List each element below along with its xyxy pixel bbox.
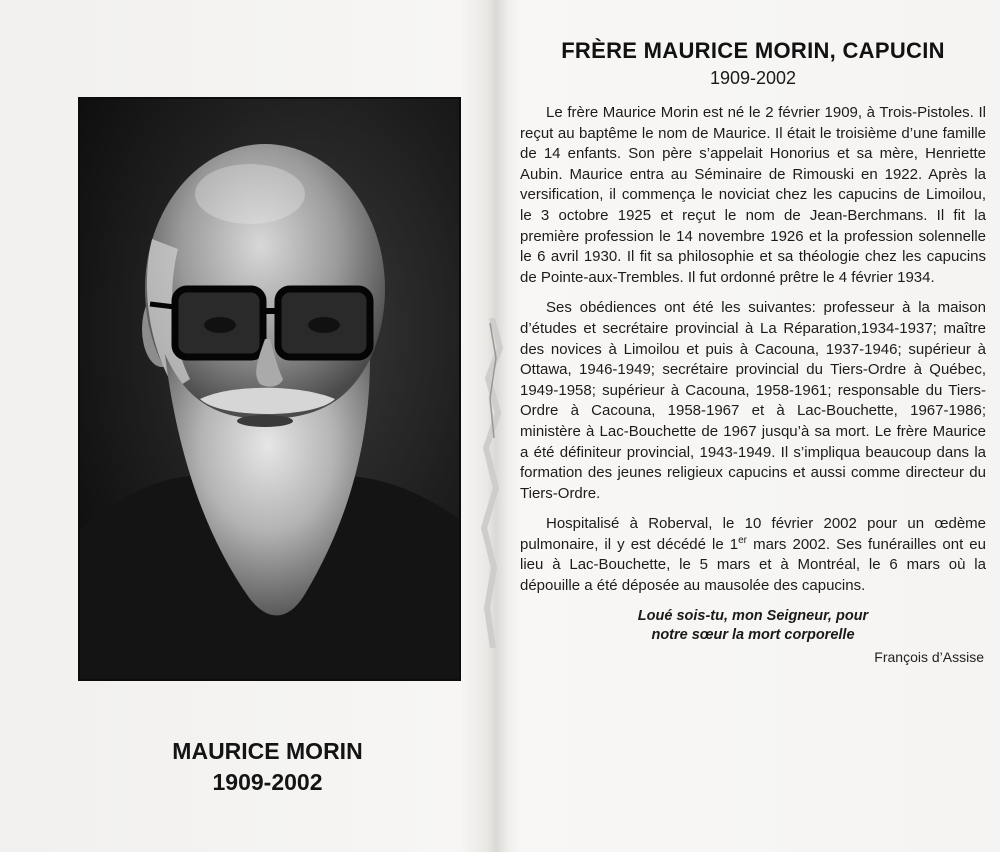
quote-line-1: Loué sois-tu, mon Seigneur, pour [637, 607, 869, 624]
ordinal-superscript: er [738, 534, 748, 546]
closing-quote [520, 607, 986, 645]
quote-author: François d’Assise [874, 648, 984, 665]
caption-dates: 1909-2002 [212, 769, 323, 795]
torn-paper-mark [478, 318, 508, 648]
portrait-illustration [80, 99, 459, 679]
caption-name: MAURICE MORIN [172, 738, 363, 764]
paragraph-3-text-start: Hospitalisé à Roberval, le 10 février 2002 pour un œdème pulmonaire, il y est décédé le 1 [520, 515, 986, 553]
paragraph-3-text-end: mars 2002. Ses funérailles ont eu lieu à Lac-Bouchette, le 5 mars et à Montréal, le 6 mars où la dépouille a été déposée au mausolée des capucins. [520, 535, 986, 595]
biography-panel [520, 36, 986, 667]
biography-paragraph-2: Ses obédiences ont été les suivantes: professeur à la maison d’études et secrétaire provincial à La Réparation,1934-1937; maître des novices à Limoilou et puis à Cacouna, 1937-1946; supérieur à Ottawa, 1946-1949; secrétaire provincial du Tiers-Ordre à Québec, 1949-1958; supérieur à Cacouna, 1958-1961; responsable du Tiers-Ordre à Cacouna, 1958-1967 et à Lac-Bouchette, 1967-1986; ministère à Lac-Bouchette de 1967 jusqu’à sa mort. Le frère Maurice a été définiteur provincial, 1943-1949. Il s’impliqua beaucoup dans la formation des jeunes religieux capucins et aussi comme directeur du Tiers-Ordre. [520, 299, 986, 502]
page-title: FRÈRE MAURICE MORIN, CAPUCIN [561, 38, 945, 63]
biography-paragraph-1: Le frère Maurice Morin est né le 2 février 1909, à Trois-Pistoles. Il reçut au baptême le nom de Maurice. Il était le troisième d’une famille de 14 enfants. Son père s’appelait Honorius et sa mère, Henriette Aubin. Maurice entra au Séminaire de Rimouski en 1922. Après la versification, il commença le noviciat chez les capucins de Limoilou, le 3 octobre 1925 et reçut le nom de Jean-Berchmans. Il fit la première profession le 14 novembre 1926 et la profession solennelle le 6 avril 1930. Il fit sa philosophie et sa théologie chez les capucins de Pointe-aux-Trembles. Il fut ordonné prêtre le 4 février 1934. [520, 104, 986, 286]
quote-line-2: notre sœur la mort corporelle [651, 626, 855, 643]
biography-paragraph-3 [520, 514, 986, 596]
title-dates: 1909-2002 [709, 68, 797, 88]
left-caption [78, 736, 457, 798]
portrait-photo [78, 97, 461, 681]
